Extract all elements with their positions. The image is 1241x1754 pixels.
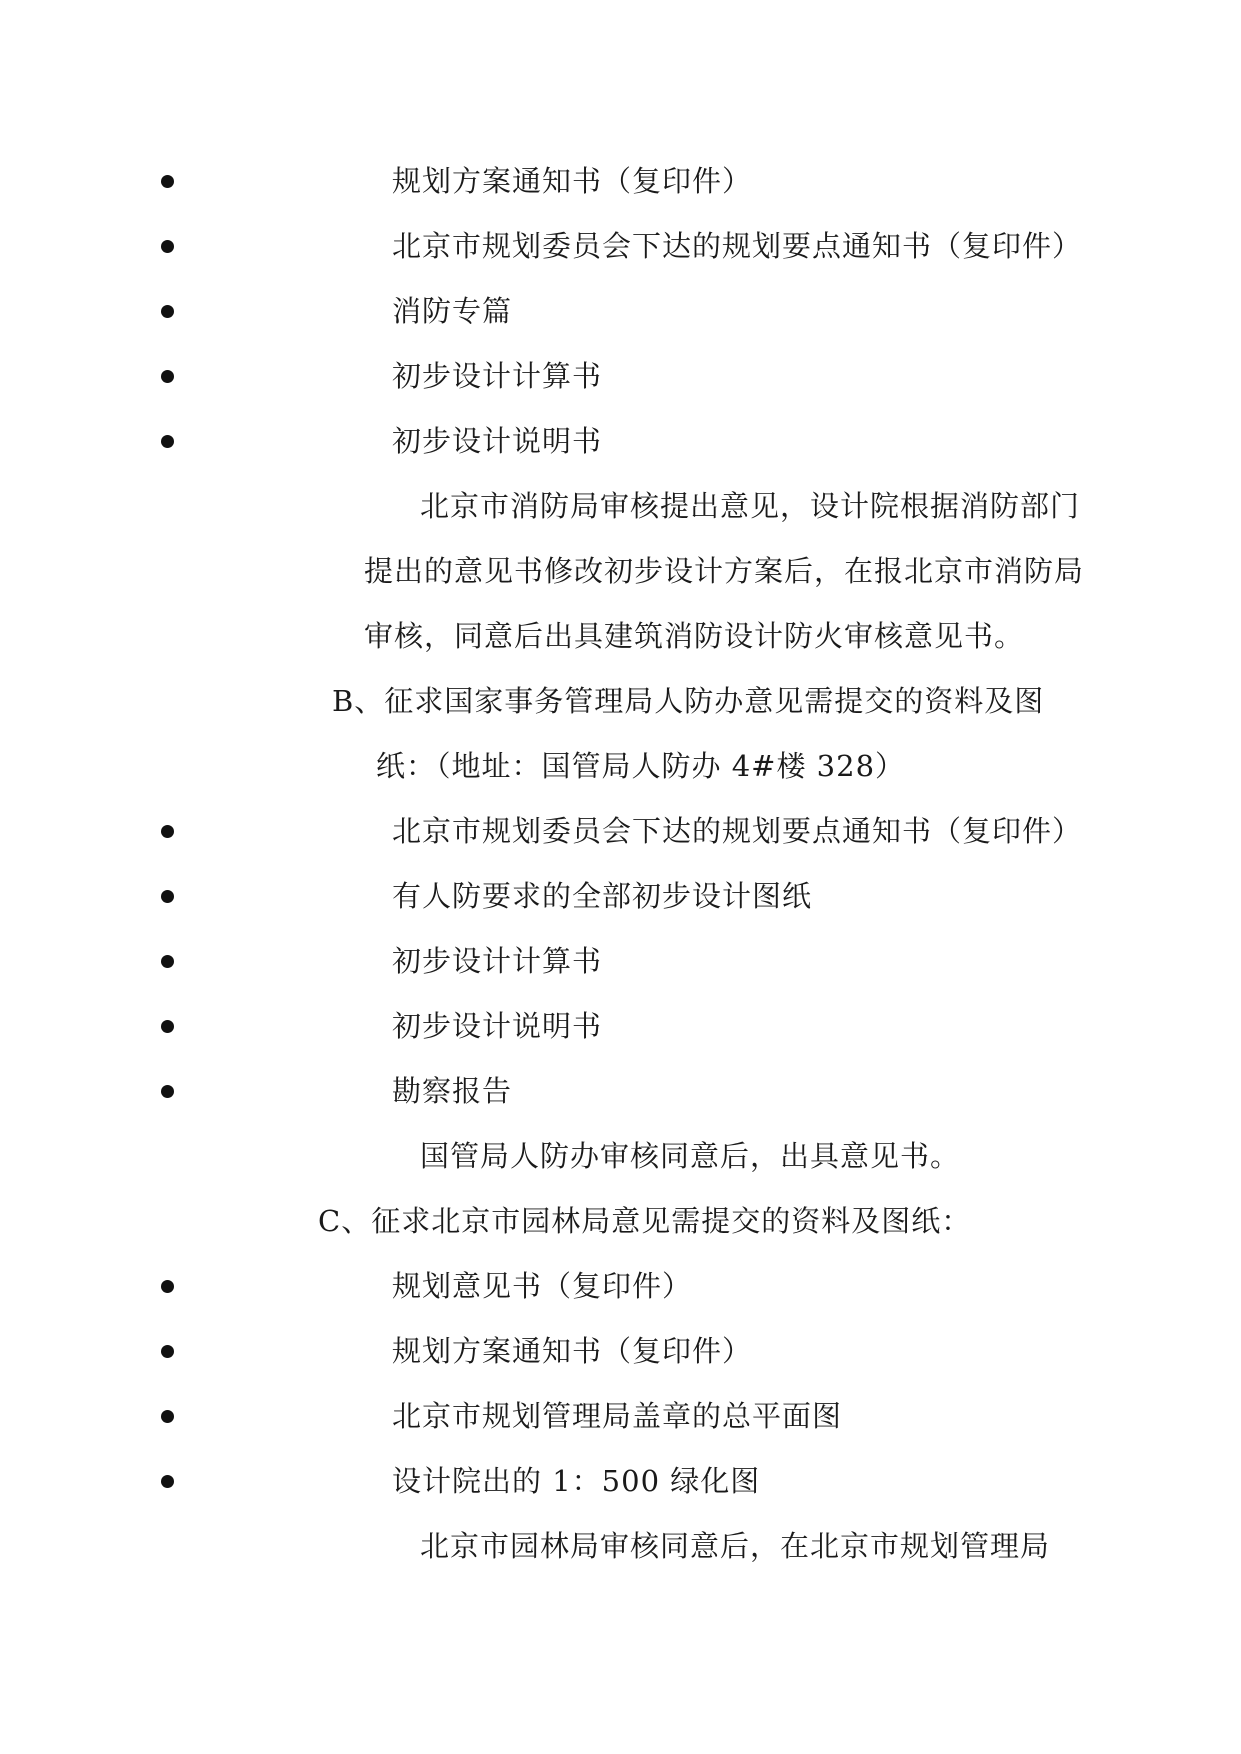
paragraph-line: 北京市消防局审核提出意见，设计院根据消防部门 xyxy=(420,489,1081,523)
list-item: 设计院出的 1：500 绿化图 xyxy=(392,1464,761,1498)
list-item: 北京市规划委员会下达的规划要点通知书（复印件） xyxy=(392,229,1083,263)
list-item: 初步设计计算书 xyxy=(392,359,603,393)
section-heading-b-continued: 纸：（地址：国管局人防办 4#楼 328） xyxy=(376,749,906,783)
list-item: 规划意见书（复印件） xyxy=(392,1269,693,1303)
bullet-icon xyxy=(161,1475,174,1488)
list-item: 规划方案通知书（复印件） xyxy=(392,164,753,198)
bullet-icon xyxy=(161,955,174,968)
bullet-icon xyxy=(161,435,174,448)
bullet-icon xyxy=(161,1410,174,1423)
list-item: 有人防要求的全部初步设计图纸 xyxy=(392,879,813,913)
list-item: 规划方案通知书（复印件） xyxy=(392,1334,753,1368)
list-item: 北京市规划管理局盖章的总平面图 xyxy=(392,1399,843,1433)
bullet-icon xyxy=(161,1020,174,1033)
bullet-icon xyxy=(161,890,174,903)
bullet-icon xyxy=(161,305,174,318)
list-item: 北京市规划委员会下达的规划要点通知书（复印件） xyxy=(392,814,1083,848)
paragraph-line: 提出的意见书修改初步设计方案后，在报北京市消防局 xyxy=(364,554,1085,588)
list-item: 初步设计计算书 xyxy=(392,944,603,978)
section-heading-b: B、征求国家事务管理局人防办意见需提交的资料及图 xyxy=(332,684,1045,718)
paragraph-line: 北京市园林局审核同意后，在北京市规划管理局 xyxy=(420,1529,1051,1563)
bullet-icon xyxy=(161,825,174,838)
paragraph-line: 审核，同意后出具建筑消防设计防火审核意见书。 xyxy=(364,619,1025,653)
bullet-icon xyxy=(161,1085,174,1098)
bullet-icon xyxy=(161,370,174,383)
bullet-icon xyxy=(161,175,174,188)
list-item: 勘察报告 xyxy=(392,1074,513,1108)
bullet-icon xyxy=(161,1345,174,1358)
bullet-icon xyxy=(161,1280,174,1293)
list-item: 初步设计说明书 xyxy=(392,424,603,458)
bullet-icon xyxy=(161,240,174,253)
list-item: 初步设计说明书 xyxy=(392,1009,603,1043)
section-heading-c: C、征求北京市园林局意见需提交的资料及图纸： xyxy=(318,1204,972,1238)
list-item: 消防专篇 xyxy=(392,294,513,328)
paragraph-line: 国管局人防办审核同意后，出具意见书。 xyxy=(420,1139,961,1173)
